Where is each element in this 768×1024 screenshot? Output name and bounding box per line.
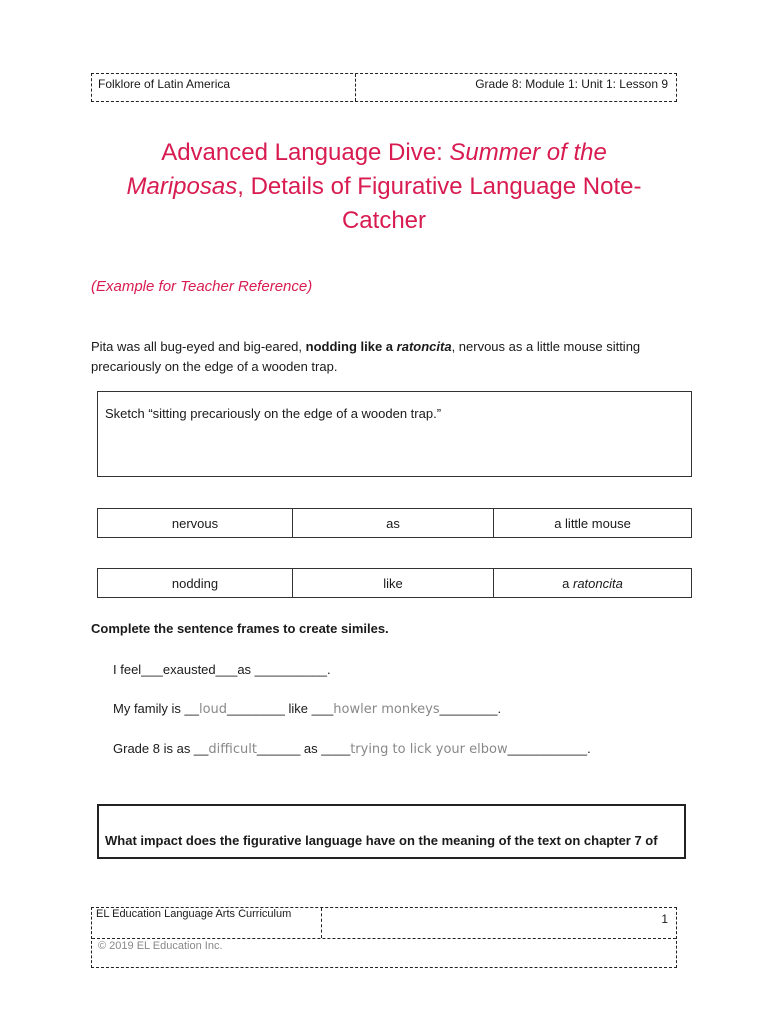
simile-table-nervous bbox=[97, 508, 692, 538]
sentence-frame-2[interactable]: My family is __loud________ like ___howler monkeys________. bbox=[113, 701, 502, 717]
page-title: Advanced Language Dive: Summer of the Mariposas, Details of Figurative Language Note- Catcher bbox=[126, 139, 642, 234]
footer-curriculum: EL Education Language Arts Curriculum bbox=[96, 908, 292, 920]
header-divider bbox=[355, 74, 356, 101]
table-cell: as bbox=[293, 509, 494, 538]
page-number: 1 bbox=[661, 912, 668, 926]
table-cell: like bbox=[293, 569, 494, 598]
sketch-box[interactable] bbox=[97, 391, 692, 477]
page-header bbox=[91, 73, 677, 102]
table-cell: a little mouse bbox=[494, 509, 692, 538]
table-cell: a ratoncita bbox=[494, 569, 692, 598]
header-unit-title: Folklore of Latin America bbox=[98, 77, 231, 91]
table-cell: nodding bbox=[98, 569, 293, 598]
sentence-frame-3[interactable]: Grade 8 is as __difficult______ as ____trying to lick your elbow___________. bbox=[113, 741, 591, 757]
sketch-prompt: Sketch “sitting precariously on the edge of a wooden trap.” bbox=[105, 406, 442, 421]
instruction-heading: Complete the sentence frames to create similes. bbox=[91, 621, 389, 636]
sentence-frame-1[interactable]: I feel___exausted___as __________. bbox=[113, 662, 331, 677]
simile-table-nodding bbox=[97, 568, 692, 598]
page-footer bbox=[91, 907, 677, 968]
passage-text: Pita was all bug-eyed and big-eared, nodding like a ratoncita, nervous as a little mouse sitting precariously on the edge of a wooden trap. bbox=[91, 339, 641, 374]
footer-row-divider bbox=[92, 938, 676, 939]
footer-copyright: © 2019 EL Education Inc. bbox=[98, 940, 223, 952]
question-box bbox=[97, 804, 686, 859]
footer-divider bbox=[321, 908, 322, 938]
question-text: What impact does the figurative language have on the meaning of the text on chapter 7 of bbox=[105, 833, 658, 848]
header-lesson-label: Grade 8: Module 1: Unit 1: Lesson 9 bbox=[475, 77, 668, 91]
table-cell: nervous bbox=[98, 509, 293, 538]
teacher-reference-label: (Example for Teacher Reference) bbox=[91, 278, 313, 295]
